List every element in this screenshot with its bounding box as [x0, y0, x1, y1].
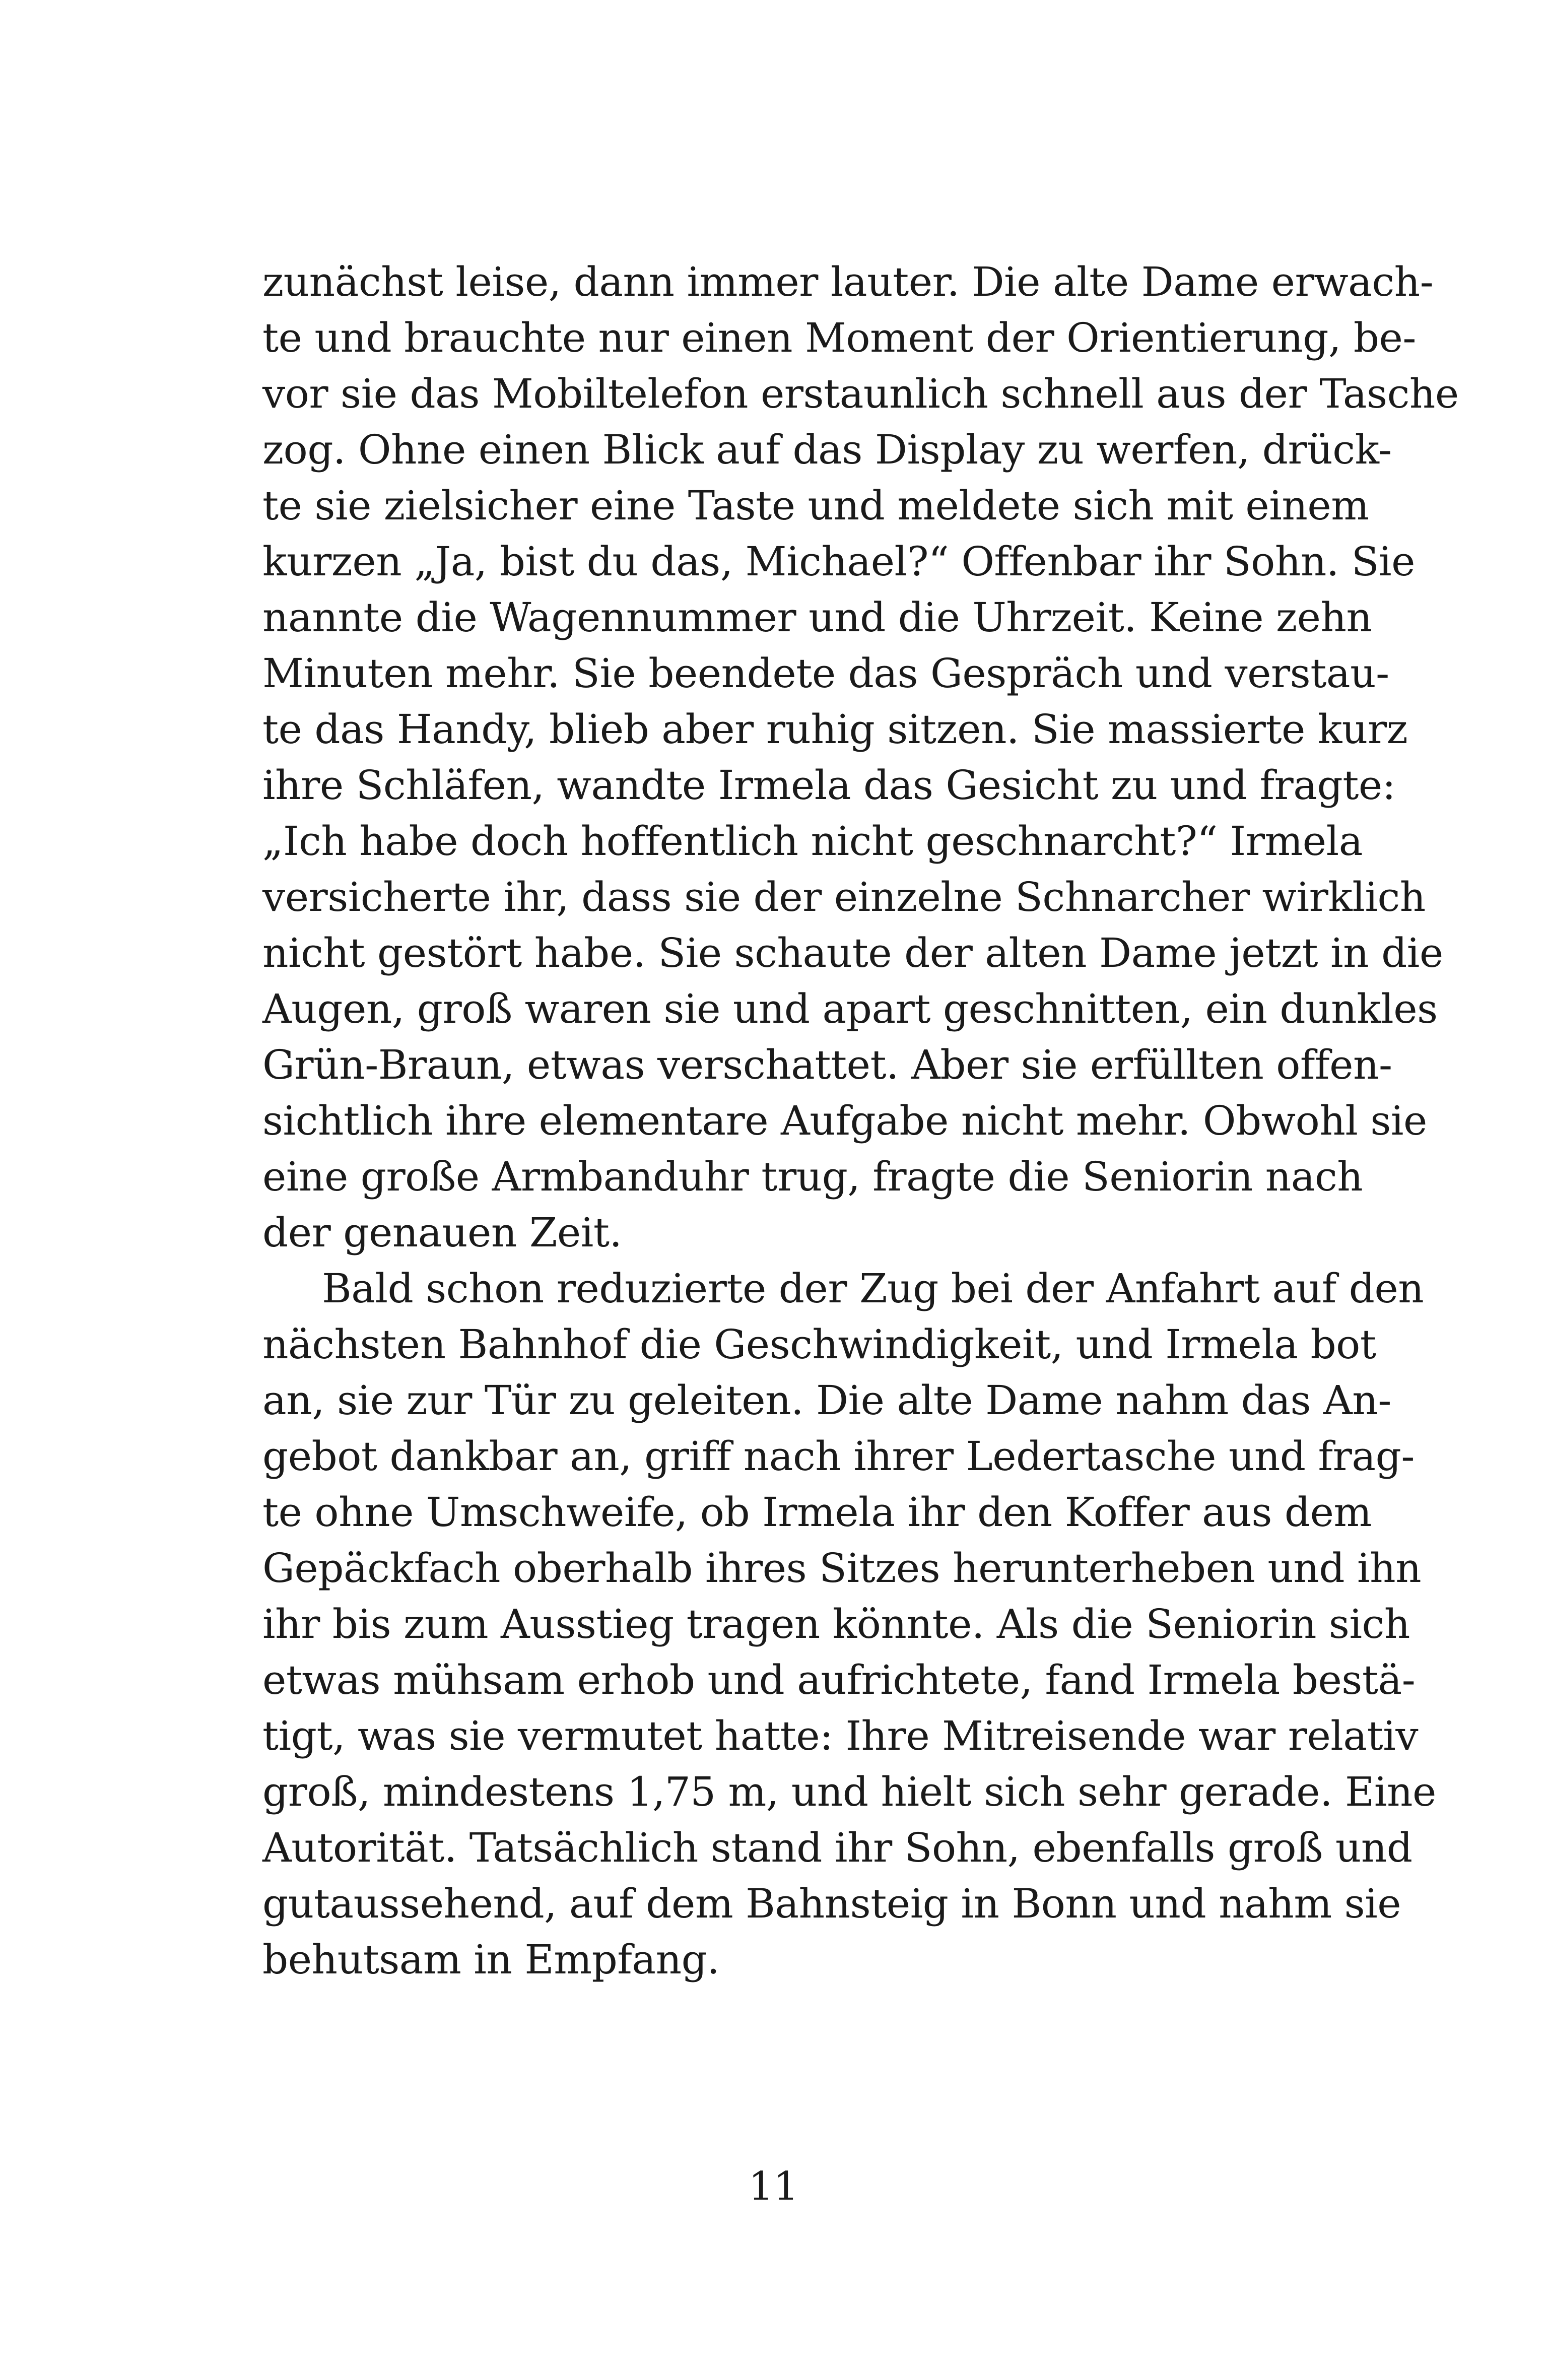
text-line: groß, mindestens 1,75 m, und hielt sich sehr gerade. Eine	[262, 1768, 1436, 1815]
text-line: an, sie zur Tür zu geleiten. Die alte Dame nahm das An-	[262, 1377, 1391, 1424]
text-line: zunächst leise, dann immer lauter. Die alte Dame erwach-	[262, 258, 1434, 305]
text-line: „Ich habe doch hoffentlich nicht geschnarcht?“ Irmela	[262, 818, 1363, 865]
text-line: sichtlich ihre elementare Aufgabe nicht mehr. Obwohl sie	[262, 1097, 1427, 1144]
text-line: kurzen „Ja, bist du das, Michael?“ Offenbar ihr Sohn. Sie	[262, 538, 1415, 585]
text-line: te sie zielsicher eine Taste und meldete sich mit einem	[262, 482, 1369, 529]
text-line: Augen, groß waren sie und apart geschnitten, ein dunkles	[262, 985, 1438, 1032]
page-number: 11	[748, 2164, 799, 2209]
text-line: Minuten mehr. Sie beendete das Gespräch und verstau-	[262, 650, 1389, 697]
text-line: ihr bis zum Ausstieg tragen könnte. Als die Seniorin sich	[262, 1601, 1410, 1647]
text-line: gutaussehend, auf dem Bahnsteig in Bonn und nahm sie	[262, 1880, 1401, 1927]
text-line: zog. Ohne einen Blick auf das Display zu werfen, drück-	[262, 426, 1392, 473]
text-line: nächsten Bahnhof die Geschwindigkeit, und Irmela bot	[262, 1321, 1376, 1368]
text-line: gebot dankbar an, griff nach ihrer Ledertasche und frag-	[262, 1433, 1415, 1480]
text-line: etwas mühsam erhob und aufrichtete, fand Irmela bestä-	[262, 1657, 1416, 1703]
text-line: Gepäckfach oberhalb ihres Sitzes herunterheben und ihn	[262, 1545, 1422, 1592]
text-line: Autorität. Tatsächlich stand ihr Sohn, ebenfalls groß und	[262, 1824, 1413, 1871]
text-line: Bald schon reduzierte der Zug bei der Anfahrt auf den	[322, 1265, 1424, 1312]
text-line: nicht gestört habe. Sie schaute der alten Dame jetzt in die	[262, 930, 1443, 976]
text-line: der genauen Zeit.	[262, 1209, 622, 1256]
text-line: te und brauchte nur einen Moment der Orientierung, be-	[262, 314, 1416, 361]
text-line: Grün-Braun, etwas verschattet. Aber sie erfüllten offen-	[262, 1041, 1392, 1088]
text-line: eine große Armbanduhr trug, fragte die Seniorin nach	[262, 1153, 1363, 1200]
text-line: versicherte ihr, dass sie der einzelne Schnarcher wirklich	[262, 874, 1426, 920]
text-line: te das Handy, blieb aber ruhig sitzen. Sie massierte kurz	[262, 706, 1408, 753]
text-line: ihre Schläfen, wandte Irmela das Gesicht zu und fragte:	[262, 762, 1396, 809]
text-line: te ohne Umschweife, ob Irmela ihr den Koffer aus dem	[262, 1489, 1372, 1536]
text-line: vor sie das Mobiltelefon erstaunlich schnell aus der Tasche	[262, 370, 1459, 417]
body-text	[262, 254, 1459, 1988]
text-line: tigt, was sie vermutet hatte: Ihre Mitreisende war relativ	[262, 1712, 1419, 1759]
text-line: nannte die Wagennummer und die Uhrzeit. Keine zehn	[262, 594, 1372, 641]
text-line: behutsam in Empfang.	[262, 1936, 720, 1983]
